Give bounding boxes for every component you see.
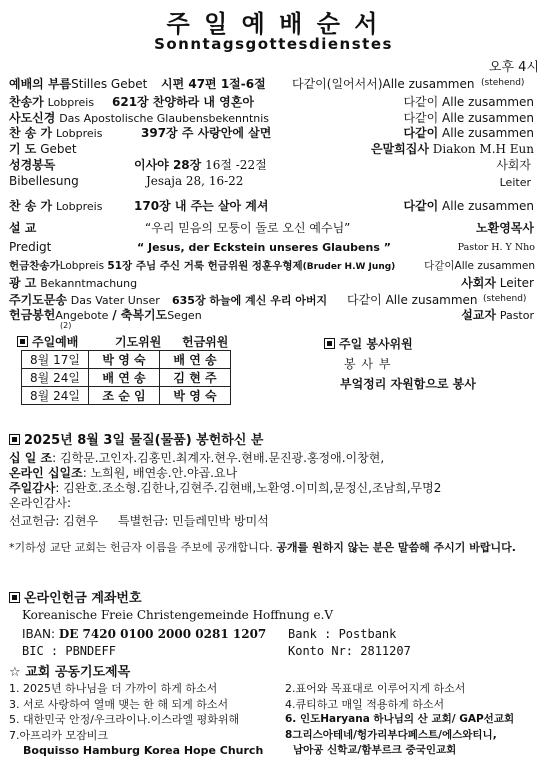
list-item: 3. 서로 사랑하여 열매 맺는 한 해 되게 하소서 <box>9 697 229 711</box>
account-bank: Bank : Postbank <box>288 627 397 641</box>
schedule-table <box>21 350 231 405</box>
order-row-announcements: 광 고 Bekanntmachung <box>9 276 138 290</box>
list-item: 6. 인도Haryana 하나님의 산 교회/ GAP선교회 <box>285 713 515 725</box>
order-row-sermon: 설 교 <box>9 221 37 235</box>
list-item: 7.아프리카 모잠비크 <box>9 728 108 742</box>
service-volunteers: 주일 봉사위원 봉 사 부 부엌정리 자원함으로 봉사 <box>324 335 476 392</box>
order-row-hymn3: 찬 송 가 Lobpreis <box>9 199 103 213</box>
prayer-section-title: ☆ 교회 공동기도제목 <box>9 665 131 680</box>
duty-schedule: 주일예배 기도위원 헌금위원 8월 17일 박 영 숙 배 연 송 8월 24일 배 연 송 김 현 주 8월 24일 조 순 임 박 영 숙 <box>17 333 231 405</box>
prayer-list <box>9 681 263 759</box>
list-item: 5. 대한민국 안정/우크라이나.이스라엘 평화위해 <box>9 713 240 726</box>
list-item: 8그리스아테네/헝가리부다페스트/에스와티니, <box>285 728 497 741</box>
order-row-reading-de: Bibellesung <box>9 174 79 188</box>
page-subtitle: Sonntagsgottesdienstes <box>154 35 393 53</box>
order-row-offering: 헌금봉헌Angebote / 축복기도Segen <box>9 308 202 322</box>
schedule-title: 주일예배 <box>32 335 79 349</box>
account-holder: Koreanische Freie Christengemeinde Hoffnung e.V <box>22 608 334 622</box>
account-konto: Konto Nr: 2811207 <box>288 644 411 658</box>
square-bullet-icon <box>9 592 20 603</box>
account-bic: BIC : PBNDEFF <box>22 644 116 658</box>
offering-online-tithe: 온라인 십일조: 노희원, 배연송.안.야곱.요나 <box>9 466 238 480</box>
service-time: 오후 4시 <box>488 60 539 75</box>
table-row: 8월 24일 조 순 임 박 영 숙 <box>22 387 231 405</box>
page-title: 주 일 예 배 순 서 <box>166 9 381 38</box>
table-row: 8월 17일 박 영 숙 배 연 송 <box>22 351 231 369</box>
order-row-lords-prayer: 주기도문송 Das Vater Unser <box>9 293 160 307</box>
list-item: 4.큐티하고 매일 적용하게 하소서 <box>285 697 445 711</box>
star-icon: ☆ <box>9 665 21 680</box>
order-row-hymn1: 찬송가 Lobpreis <box>9 95 95 109</box>
account-iban: IBAN: DE 7420 0100 2000 0281 1207 <box>22 627 267 641</box>
order-row-prayer: 기 도 Gebet <box>9 142 77 156</box>
list-item: 남아공 신학교/함부르크 중국인교회 <box>293 744 457 756</box>
square-bullet-icon <box>324 338 335 349</box>
account-section-title: 온라인헌금 계좌번호 <box>9 587 142 606</box>
offering-mission: 선교헌금: 김현우 특별헌금: 민들레민박 방미석 <box>9 514 269 528</box>
order-row-offering-hymn: 헌금찬송가Lobpreis 51장 주님 주신 거룩 헌금위원 정훈우형제(Bruder H.W Jung) <box>9 260 396 272</box>
square-bullet-icon <box>9 434 20 445</box>
offering-tithe: 십 일 조: 김학문.고인자.김홍민.최계자.현우.현배.문진광.홍정애.이창현, <box>9 451 385 465</box>
order-row-reading: 성경봉독 <box>9 158 56 172</box>
list-item: Boquisso Hamburg Korea Hope Church <box>23 744 264 757</box>
offering-online-thanks: 온라인감사: <box>9 496 72 510</box>
list-item: 1. 2025년 하나님을 더 가까이 하게 하소서 <box>9 682 218 695</box>
order-row-sermon-de: Predigt <box>9 240 52 254</box>
prayer-list-right <box>285 681 514 759</box>
table-row: 8월 24일 배 연 송 김 현 주 <box>22 369 231 387</box>
square-bullet-icon <box>17 336 28 347</box>
offering-thanks: 주일감사: 김완호.조소형.김한나,김현주.김현배,노환영.이미희,문정신,조남희,무명2 <box>9 481 442 495</box>
order-row-creed: 사도신경 Das Apostolische Glaubensbekenntnis <box>9 111 270 125</box>
list-item: 2.표어와 목표대로 이루어지게 하소서 <box>285 682 466 695</box>
offering-notice: *기하성 교단 교회는 헌금자 이름을 주보에 공개합니다. 공개를 원하지 않는 분은 말씀해 주시기 바랍니다. <box>9 541 516 554</box>
offering-section-title: 2025년 8월 3일 물질(물품) 봉헌하신 분 <box>9 429 263 448</box>
order-row-call: 예배의 부름Stilles Gebet <box>9 77 148 91</box>
order-row-hymn2: 찬 송 가 Lobpreis <box>9 126 103 140</box>
